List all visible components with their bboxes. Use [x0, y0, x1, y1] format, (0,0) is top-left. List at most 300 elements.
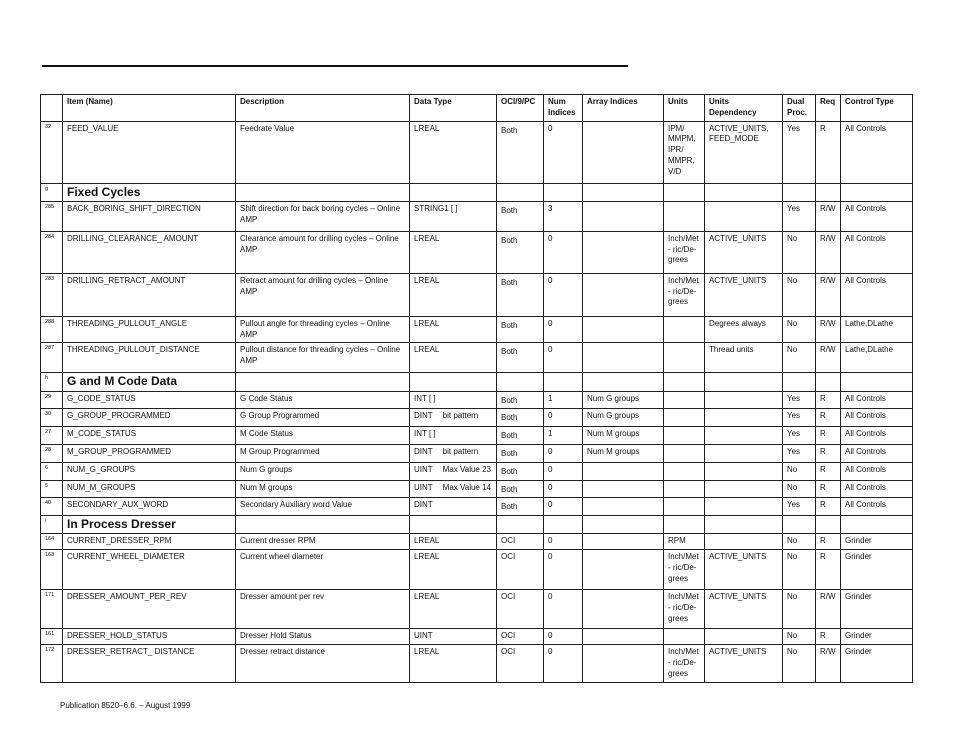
num-indices: 1 [544, 427, 583, 445]
units: Inch/Met- ric/De- grees [664, 273, 705, 316]
item-description: Retract amount for drilling cycles – Online AMP [236, 273, 410, 316]
units-dependency: ACTIVE_UNITS, FEED_MODE [705, 121, 783, 183]
dual-proc: No [783, 273, 816, 316]
data-type: LREAL [414, 536, 440, 546]
data-type-note: bit pattern [442, 446, 479, 456]
item-description: M Code Status [236, 427, 410, 445]
num-indices: 1 [544, 391, 583, 409]
header-row [41, 95, 913, 122]
empty-cell [544, 373, 583, 391]
item-description: Feedrate Value [236, 121, 410, 183]
data-type-cell [410, 462, 497, 480]
data-type-cell [410, 231, 497, 273]
array-indices: Num G groups [583, 409, 664, 427]
oci-value: Both [497, 409, 544, 427]
table-row [41, 462, 913, 480]
header-units-dependency: Units Dependency [705, 95, 783, 122]
header-oci: OCI/9/PC [497, 95, 544, 122]
control-type: All Controls [841, 391, 913, 409]
item-name: DRILLING_CLEARANCE_ AMOUNT [63, 231, 236, 273]
item-name: SECONDARY_AUX_WORD [63, 498, 236, 516]
row-ref: 164 [41, 534, 63, 550]
item-name: M_GROUP_PROGRAMMED [63, 444, 236, 462]
units-dependency [705, 427, 783, 445]
item-description: Current dresser RPM [236, 534, 410, 550]
row-ref: 163 [41, 550, 63, 590]
empty-cell [783, 373, 816, 391]
units-dependency [705, 462, 783, 480]
row-ref: 32 [41, 121, 63, 183]
data-type-cell [410, 550, 497, 590]
units: Inch/Met- ric/De- grees [664, 550, 705, 590]
units [664, 480, 705, 498]
empty-cell [705, 516, 783, 534]
oci-value: Both [497, 231, 544, 273]
empty-cell [783, 516, 816, 534]
array-indices [583, 480, 664, 498]
data-type: DINT [414, 411, 433, 421]
num-indices: 0 [544, 343, 583, 373]
empty-cell [664, 373, 705, 391]
data-type-cell [410, 391, 497, 409]
item-name: G_CODE_STATUS [63, 391, 236, 409]
header-array-indices: Array Indices [583, 95, 664, 122]
table-row [41, 409, 913, 427]
item-description: Shift direction for back boring cycles – Online AMP [236, 201, 410, 231]
oci-value: Both [497, 391, 544, 409]
units [664, 427, 705, 445]
empty-cell [236, 373, 410, 391]
data-type-note: Max Value 23 [442, 464, 491, 474]
page-footer: Publication 8520–6.6. – August 1999 [60, 701, 191, 710]
empty-cell [410, 516, 497, 534]
oci-value: Both [497, 462, 544, 480]
data-type: LREAL [414, 592, 440, 602]
units-dependency [705, 629, 783, 645]
oci-value: Both [497, 343, 544, 373]
table-row [41, 480, 913, 498]
data-type-cell [410, 629, 497, 645]
item-name: G_GROUP_PROGRAMMED [63, 409, 236, 427]
data-type-cell [410, 409, 497, 427]
section-title: G and M Code Data [63, 373, 236, 391]
header-control-type: Control Type [841, 95, 913, 122]
data-type: UINT [414, 482, 433, 492]
req: R [816, 391, 841, 409]
num-indices: 0 [544, 498, 583, 516]
table-row [41, 534, 913, 550]
dual-proc: No [783, 550, 816, 590]
header-description: Description [236, 95, 410, 122]
data-type: INT [ ] [414, 429, 436, 439]
units-dependency: ACTIVE_UNITS [705, 231, 783, 273]
data-type-cell [410, 534, 497, 550]
num-indices: 0 [544, 121, 583, 183]
units [664, 444, 705, 462]
item-name: DRILLING_RETRACT_AMOUNT [63, 273, 236, 316]
units: Inch/Met- ric/De- grees [664, 645, 705, 683]
req: R/W [816, 201, 841, 231]
item-name: BACK_BORING_SHIFT_DIRECTION [63, 201, 236, 231]
item-description: G Code Status [236, 391, 410, 409]
item-name: CURRENT_WHEEL_DIAMETER [63, 550, 236, 590]
req: R [816, 462, 841, 480]
oci-value: Both [497, 480, 544, 498]
req: R [816, 121, 841, 183]
item-name: DRESSER_HOLD_STATUS [63, 629, 236, 645]
control-type: All Controls [841, 498, 913, 516]
req: R/W [816, 645, 841, 683]
data-type-cell [410, 343, 497, 373]
array-indices [583, 550, 664, 590]
data-type: LREAL [414, 552, 440, 562]
array-indices: Num M groups [583, 427, 664, 445]
item-name: THREADING_PULLOUT_ANGLE [63, 316, 236, 343]
row-ref: 161 [41, 629, 63, 645]
table-row [41, 550, 913, 590]
item-name: NUM_M_GROUPS [63, 480, 236, 498]
control-type: Lathe,DLathe [841, 316, 913, 343]
dual-proc: Yes [783, 391, 816, 409]
req: R [816, 409, 841, 427]
dual-proc: No [783, 231, 816, 273]
row-ref: 30 [41, 409, 63, 427]
item-name: CURRENT_DRESSER_RPM [63, 534, 236, 550]
table-body [41, 121, 913, 683]
units: RPM [664, 534, 705, 550]
data-type-note: bit pattern [442, 411, 479, 421]
row-ref: 171 [41, 590, 63, 629]
item-name: M_CODE_STATUS [63, 427, 236, 445]
array-indices [583, 316, 664, 343]
empty-cell [705, 183, 783, 201]
data-type: INT [ ] [414, 393, 436, 403]
item-name: THREADING_PULLOUT_DISTANCE [63, 343, 236, 373]
num-indices: 0 [544, 480, 583, 498]
row-ref: g [41, 183, 63, 201]
empty-cell [816, 183, 841, 201]
array-indices [583, 343, 664, 373]
dual-proc: No [783, 645, 816, 683]
item-description: Pullout angle for threading cycles – Online AMP [236, 316, 410, 343]
oci-value: Both [497, 444, 544, 462]
data-type: LREAL [414, 275, 440, 285]
oci-value: Both [497, 316, 544, 343]
oci-value: OCI [497, 534, 544, 550]
row-ref: 6 [41, 462, 63, 480]
item-description: Secondary Auxiliary word Value [236, 498, 410, 516]
dual-proc: Yes [783, 201, 816, 231]
control-type: All Controls [841, 480, 913, 498]
data-type: LREAL [414, 318, 440, 328]
empty-cell [841, 516, 913, 534]
control-type: All Controls [841, 427, 913, 445]
empty-cell [664, 516, 705, 534]
units [664, 409, 705, 427]
data-type-cell [410, 645, 497, 683]
item-name: DRESSER_RETRACT_ DISTANCE [63, 645, 236, 683]
section-row [41, 183, 913, 201]
empty-cell [544, 183, 583, 201]
units-dependency [705, 480, 783, 498]
table-row [41, 444, 913, 462]
control-type: Grinder [841, 645, 913, 683]
row-ref: 287 [41, 343, 63, 373]
units [664, 629, 705, 645]
header-dual-proc: Dual Proc. [783, 95, 816, 122]
empty-cell [816, 373, 841, 391]
array-indices: Num G groups [583, 391, 664, 409]
data-type: STRING1 [ ] [414, 203, 458, 213]
top-rule [42, 65, 628, 67]
header-data-type: Data Type [410, 95, 497, 122]
row-ref: 40 [41, 498, 63, 516]
empty-cell [705, 373, 783, 391]
units-dependency [705, 201, 783, 231]
dual-proc: Yes [783, 427, 816, 445]
item-description: Pullout distance for threading cycles – Online AMP [236, 343, 410, 373]
row-ref: i [41, 516, 63, 534]
row-ref: h [41, 373, 63, 391]
table-row [41, 629, 913, 645]
units [664, 316, 705, 343]
table-row [41, 231, 913, 273]
dual-proc: No [783, 534, 816, 550]
section-title: In Process Dresser [63, 516, 236, 534]
array-indices [583, 121, 664, 183]
req: R [816, 498, 841, 516]
num-indices: 0 [544, 409, 583, 427]
control-type: All Controls [841, 231, 913, 273]
units-dependency: ACTIVE_UNITS [705, 273, 783, 316]
empty-cell [583, 373, 664, 391]
num-indices: 0 [544, 444, 583, 462]
empty-cell [816, 516, 841, 534]
table-row [41, 645, 913, 683]
req: R/W [816, 273, 841, 316]
data-type-cell [410, 444, 497, 462]
data-item-table [40, 94, 913, 683]
dual-proc: No [783, 590, 816, 629]
item-description: Clearance amount for drilling cycles – Online AMP [236, 231, 410, 273]
oci-value: Both [497, 121, 544, 183]
array-indices [583, 498, 664, 516]
oci-value: Both [497, 498, 544, 516]
row-ref: 288 [41, 316, 63, 343]
dual-proc: No [783, 480, 816, 498]
num-indices: 0 [544, 273, 583, 316]
units-dependency [705, 391, 783, 409]
row-ref: 284 [41, 231, 63, 273]
data-type-note: Max Value 14 [442, 482, 491, 492]
req: R [816, 629, 841, 645]
data-type-cell [410, 273, 497, 316]
units: Inch/Met- ric/De- grees [664, 590, 705, 629]
empty-cell [410, 183, 497, 201]
header-ref [41, 95, 63, 122]
control-type: Grinder [841, 590, 913, 629]
dual-proc: No [783, 316, 816, 343]
empty-cell [783, 183, 816, 201]
array-indices [583, 534, 664, 550]
num-indices: 0 [544, 629, 583, 645]
units-dependency: ACTIVE_UNITS [705, 645, 783, 683]
empty-cell [497, 516, 544, 534]
item-description: Dresser amount per rev [236, 590, 410, 629]
empty-cell [236, 516, 410, 534]
data-type-cell [410, 498, 497, 516]
data-type-cell [410, 121, 497, 183]
data-type-cell [410, 427, 497, 445]
data-type: DINT [414, 500, 433, 510]
dual-proc: Yes [783, 498, 816, 516]
array-indices: Num M groups [583, 444, 664, 462]
units-dependency [705, 444, 783, 462]
units-dependency [705, 534, 783, 550]
control-type: All Controls [841, 273, 913, 316]
control-type: Grinder [841, 629, 913, 645]
control-type: All Controls [841, 409, 913, 427]
table-row [41, 201, 913, 231]
control-type: Lathe,DLathe [841, 343, 913, 373]
data-type: LREAL [414, 233, 440, 243]
empty-cell [236, 183, 410, 201]
item-name: FEED_VALUE [63, 121, 236, 183]
array-indices [583, 231, 664, 273]
req: R/W [816, 316, 841, 343]
row-ref: 27 [41, 427, 63, 445]
data-type: LREAL [414, 345, 440, 355]
units-dependency: Thread units [705, 343, 783, 373]
control-type: Grinder [841, 550, 913, 590]
table-row [41, 121, 913, 183]
section-row [41, 516, 913, 534]
array-indices [583, 629, 664, 645]
control-type: All Controls [841, 121, 913, 183]
data-type: UINT [414, 631, 433, 641]
data-type-cell [410, 201, 497, 231]
data-type: LREAL [414, 123, 440, 133]
table-row [41, 343, 913, 373]
control-type: All Controls [841, 444, 913, 462]
item-description: Num M groups [236, 480, 410, 498]
num-indices: 0 [544, 462, 583, 480]
row-ref: 28 [41, 444, 63, 462]
units [664, 343, 705, 373]
empty-cell [497, 183, 544, 201]
dual-proc: No [783, 343, 816, 373]
req: R [816, 480, 841, 498]
units-dependency: Degrees always [705, 316, 783, 343]
item-description: G Group Programmed [236, 409, 410, 427]
units-dependency: ACTIVE_UNITS [705, 590, 783, 629]
data-type-cell [410, 316, 497, 343]
table-row [41, 427, 913, 445]
row-ref: 285 [41, 201, 63, 231]
table-row [41, 273, 913, 316]
units [664, 498, 705, 516]
num-indices: 0 [544, 534, 583, 550]
req: R [816, 534, 841, 550]
empty-cell [841, 373, 913, 391]
array-indices [583, 201, 664, 231]
table-row [41, 590, 913, 629]
data-type: UINT [414, 464, 433, 474]
header-num-indices: Num Indices [544, 95, 583, 122]
data-type-cell [410, 590, 497, 629]
req: R/W [816, 343, 841, 373]
empty-cell [583, 183, 664, 201]
oci-value: OCI [497, 645, 544, 683]
num-indices: 0 [544, 550, 583, 590]
header-units: Units [664, 95, 705, 122]
item-name: DRESSER_AMOUNT_PER_REV [63, 590, 236, 629]
header-req: Req [816, 95, 841, 122]
section-row [41, 373, 913, 391]
oci-value: OCI [497, 590, 544, 629]
req: R/W [816, 590, 841, 629]
dual-proc: No [783, 462, 816, 480]
dual-proc: Yes [783, 121, 816, 183]
oci-value: Both [497, 201, 544, 231]
units: IPM/ MMPM, IPR/ MMPR, V/D [664, 121, 705, 183]
row-ref: 172 [41, 645, 63, 683]
empty-cell [497, 373, 544, 391]
num-indices: 0 [544, 231, 583, 273]
array-indices [583, 590, 664, 629]
dual-proc: No [783, 629, 816, 645]
dual-proc: Yes [783, 409, 816, 427]
units [664, 391, 705, 409]
empty-cell [841, 183, 913, 201]
control-type: All Controls [841, 201, 913, 231]
empty-cell [664, 183, 705, 201]
item-description: Num G groups [236, 462, 410, 480]
units [664, 462, 705, 480]
empty-cell [544, 516, 583, 534]
empty-cell [410, 373, 497, 391]
dual-proc: Yes [783, 444, 816, 462]
units-dependency [705, 409, 783, 427]
units-dependency [705, 498, 783, 516]
table-row [41, 391, 913, 409]
table-row [41, 498, 913, 516]
item-description: Dresser retract distance [236, 645, 410, 683]
item-description: Dresser Hold Status [236, 629, 410, 645]
num-indices: 3 [544, 201, 583, 231]
item-name: NUM_G_GROUPS [63, 462, 236, 480]
array-indices [583, 462, 664, 480]
oci-value: OCI [497, 629, 544, 645]
header-item: Item (Name) [63, 95, 236, 122]
item-description: M Group Programmed [236, 444, 410, 462]
data-type: DINT [414, 446, 433, 456]
item-description: Current wheel diameter [236, 550, 410, 590]
num-indices: 0 [544, 590, 583, 629]
req: R [816, 444, 841, 462]
section-title: Fixed Cycles [63, 183, 236, 201]
control-type: All Controls [841, 462, 913, 480]
data-type: LREAL [414, 647, 440, 657]
req: R/W [816, 231, 841, 273]
oci-value: Both [497, 427, 544, 445]
req: R [816, 550, 841, 590]
row-ref: 5 [41, 480, 63, 498]
array-indices [583, 273, 664, 316]
num-indices: 0 [544, 645, 583, 683]
data-type-cell [410, 480, 497, 498]
num-indices: 0 [544, 316, 583, 343]
